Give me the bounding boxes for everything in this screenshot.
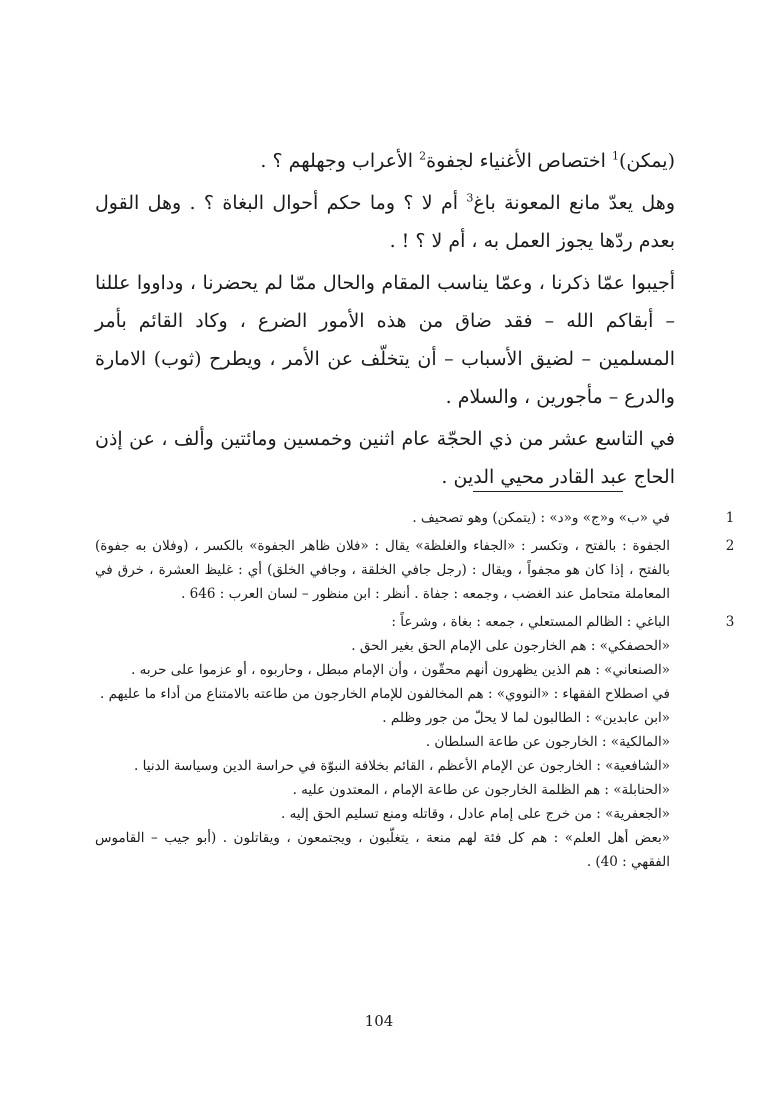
main-text-block xyxy=(95,142,675,500)
footnote-line: الجفوة : بالفتح ، وتكسر : «الجفاء والغلظة» يقال : «فلان ظاهر الجفوة» بالكسر ، (وفلان به جفوة) بالفتح ، إذا كان هو مجفواً ، ويقال : (رجل جافي الخلقة ، وجافي الخلق) أي : غليظ العشرة ، خرق في المعاملة متحامل عند الغضب ، وجمعه : جفاة . أنظر : ابن منظور – لسان العرب : 646 . xyxy=(95,538,670,602)
footnote-line: «المالكية» : الخارجون عن طاعة السلطان . xyxy=(425,734,670,750)
footnote-number: 1 xyxy=(725,510,735,526)
paragraph-4: في التاسع عشر من ذي الحجّة عام اثنين وخمسين ومائتين وألف ، عن إذن الحاج عبد القادر محيي الدين . xyxy=(95,428,675,488)
footnote-2 xyxy=(95,534,735,606)
paragraph-1-part-b: اختصاص الأغنياء لجفوة xyxy=(426,150,612,172)
paragraph-1-part-a: (يمكن) xyxy=(618,150,675,172)
footnote-line: «الحنابلة» : هم الظلمة الخارجون عن طاعة الإمام ، المعتدون عليه . xyxy=(292,782,670,798)
footnote-number: 2 xyxy=(725,538,735,554)
paragraph-1-part-c: الأعراب وجهلهم ؟ . xyxy=(260,150,420,172)
footnote-line: «الصنعاني» : هم الذين يظهرون أنهم محقّون ، وأن الإمام مبطل ، وحاربوه ، أو عزموا على حربه . xyxy=(131,662,670,678)
footnote-line: الباغي : الظالم المستعلي ، جمعه : بغاة ، وشرعاً : xyxy=(391,614,670,630)
footnotes-block xyxy=(95,506,735,878)
footnote-line: «بعض أهل العلم» : هم كل فئة لهم منعة ، يتغلّبون ، ويجتمعون ، ويقاتلون . (أبو جيب – القاموس الفقهي : 40) . xyxy=(95,830,670,870)
footnote-1 xyxy=(95,506,735,530)
footnote-ref-3: 3 xyxy=(466,191,474,205)
footnote-ref-2: 2 xyxy=(419,149,427,163)
footnote-line: في «ب» و«ج» و«د» : (يتمكن) وهو تصحيف . xyxy=(412,510,670,526)
paragraph-2 xyxy=(95,184,675,260)
footnote-separator xyxy=(473,491,623,492)
footnote-number: 3 xyxy=(725,614,735,630)
footnote-line: «الحصفكي» : هم الخارجون على الإمام الحق بغير الحق . xyxy=(351,638,670,654)
footnote-line: «ابن عابدين» : الطالبون لما لا يحلّ من جور وظلم . xyxy=(382,710,670,726)
paragraph-2-part-a: وهل يعدّ مانع المعونة باغ xyxy=(473,192,675,214)
paragraph-3: أجيبوا عمّا ذكرنا ، وعمّا يناسب المقام والحال ممّا لم يحضرنا ، وداووا عللنا – أبقاكم الله – فقد ضاق من هذه الأمور الضرع ، وكاد القائم بأمر المسلمين – لضيق الأسباب – أن يتخلّف عن الأمر ، ويطرح (ثوب) الامارة والدرع – مأجورين ، والسلام . xyxy=(95,272,675,408)
paragraph-2-part-b: أم لا ؟ وما حكم أحوال البغاة ؟ . وهل القول بعدم ردّها يجوز العمل به ، أم لا ؟ ! . xyxy=(95,192,675,252)
footnote-line: «الشافعية» : الخارجون عن الإمام الأعظم ، القائم بخلافة النبوّة في حراسة الدين وسياسة الدنيا . xyxy=(134,758,670,774)
footnote-ref-1: 1 xyxy=(611,149,619,163)
paragraph-1 xyxy=(95,142,675,180)
page-number: 104 xyxy=(364,1012,394,1030)
footnote-line: في اصطلاح الفقهاء : «النووي» : هم المخالفون للإمام الخارجون من طاعته بالامتناع من أداء ما عليهم . xyxy=(100,686,670,702)
footnote-3 xyxy=(95,610,735,874)
footnote-line: «الجعفرية» : من خرج على إمام عادل ، وقاتله ومنع تسليم الحق إليه . xyxy=(280,806,670,822)
